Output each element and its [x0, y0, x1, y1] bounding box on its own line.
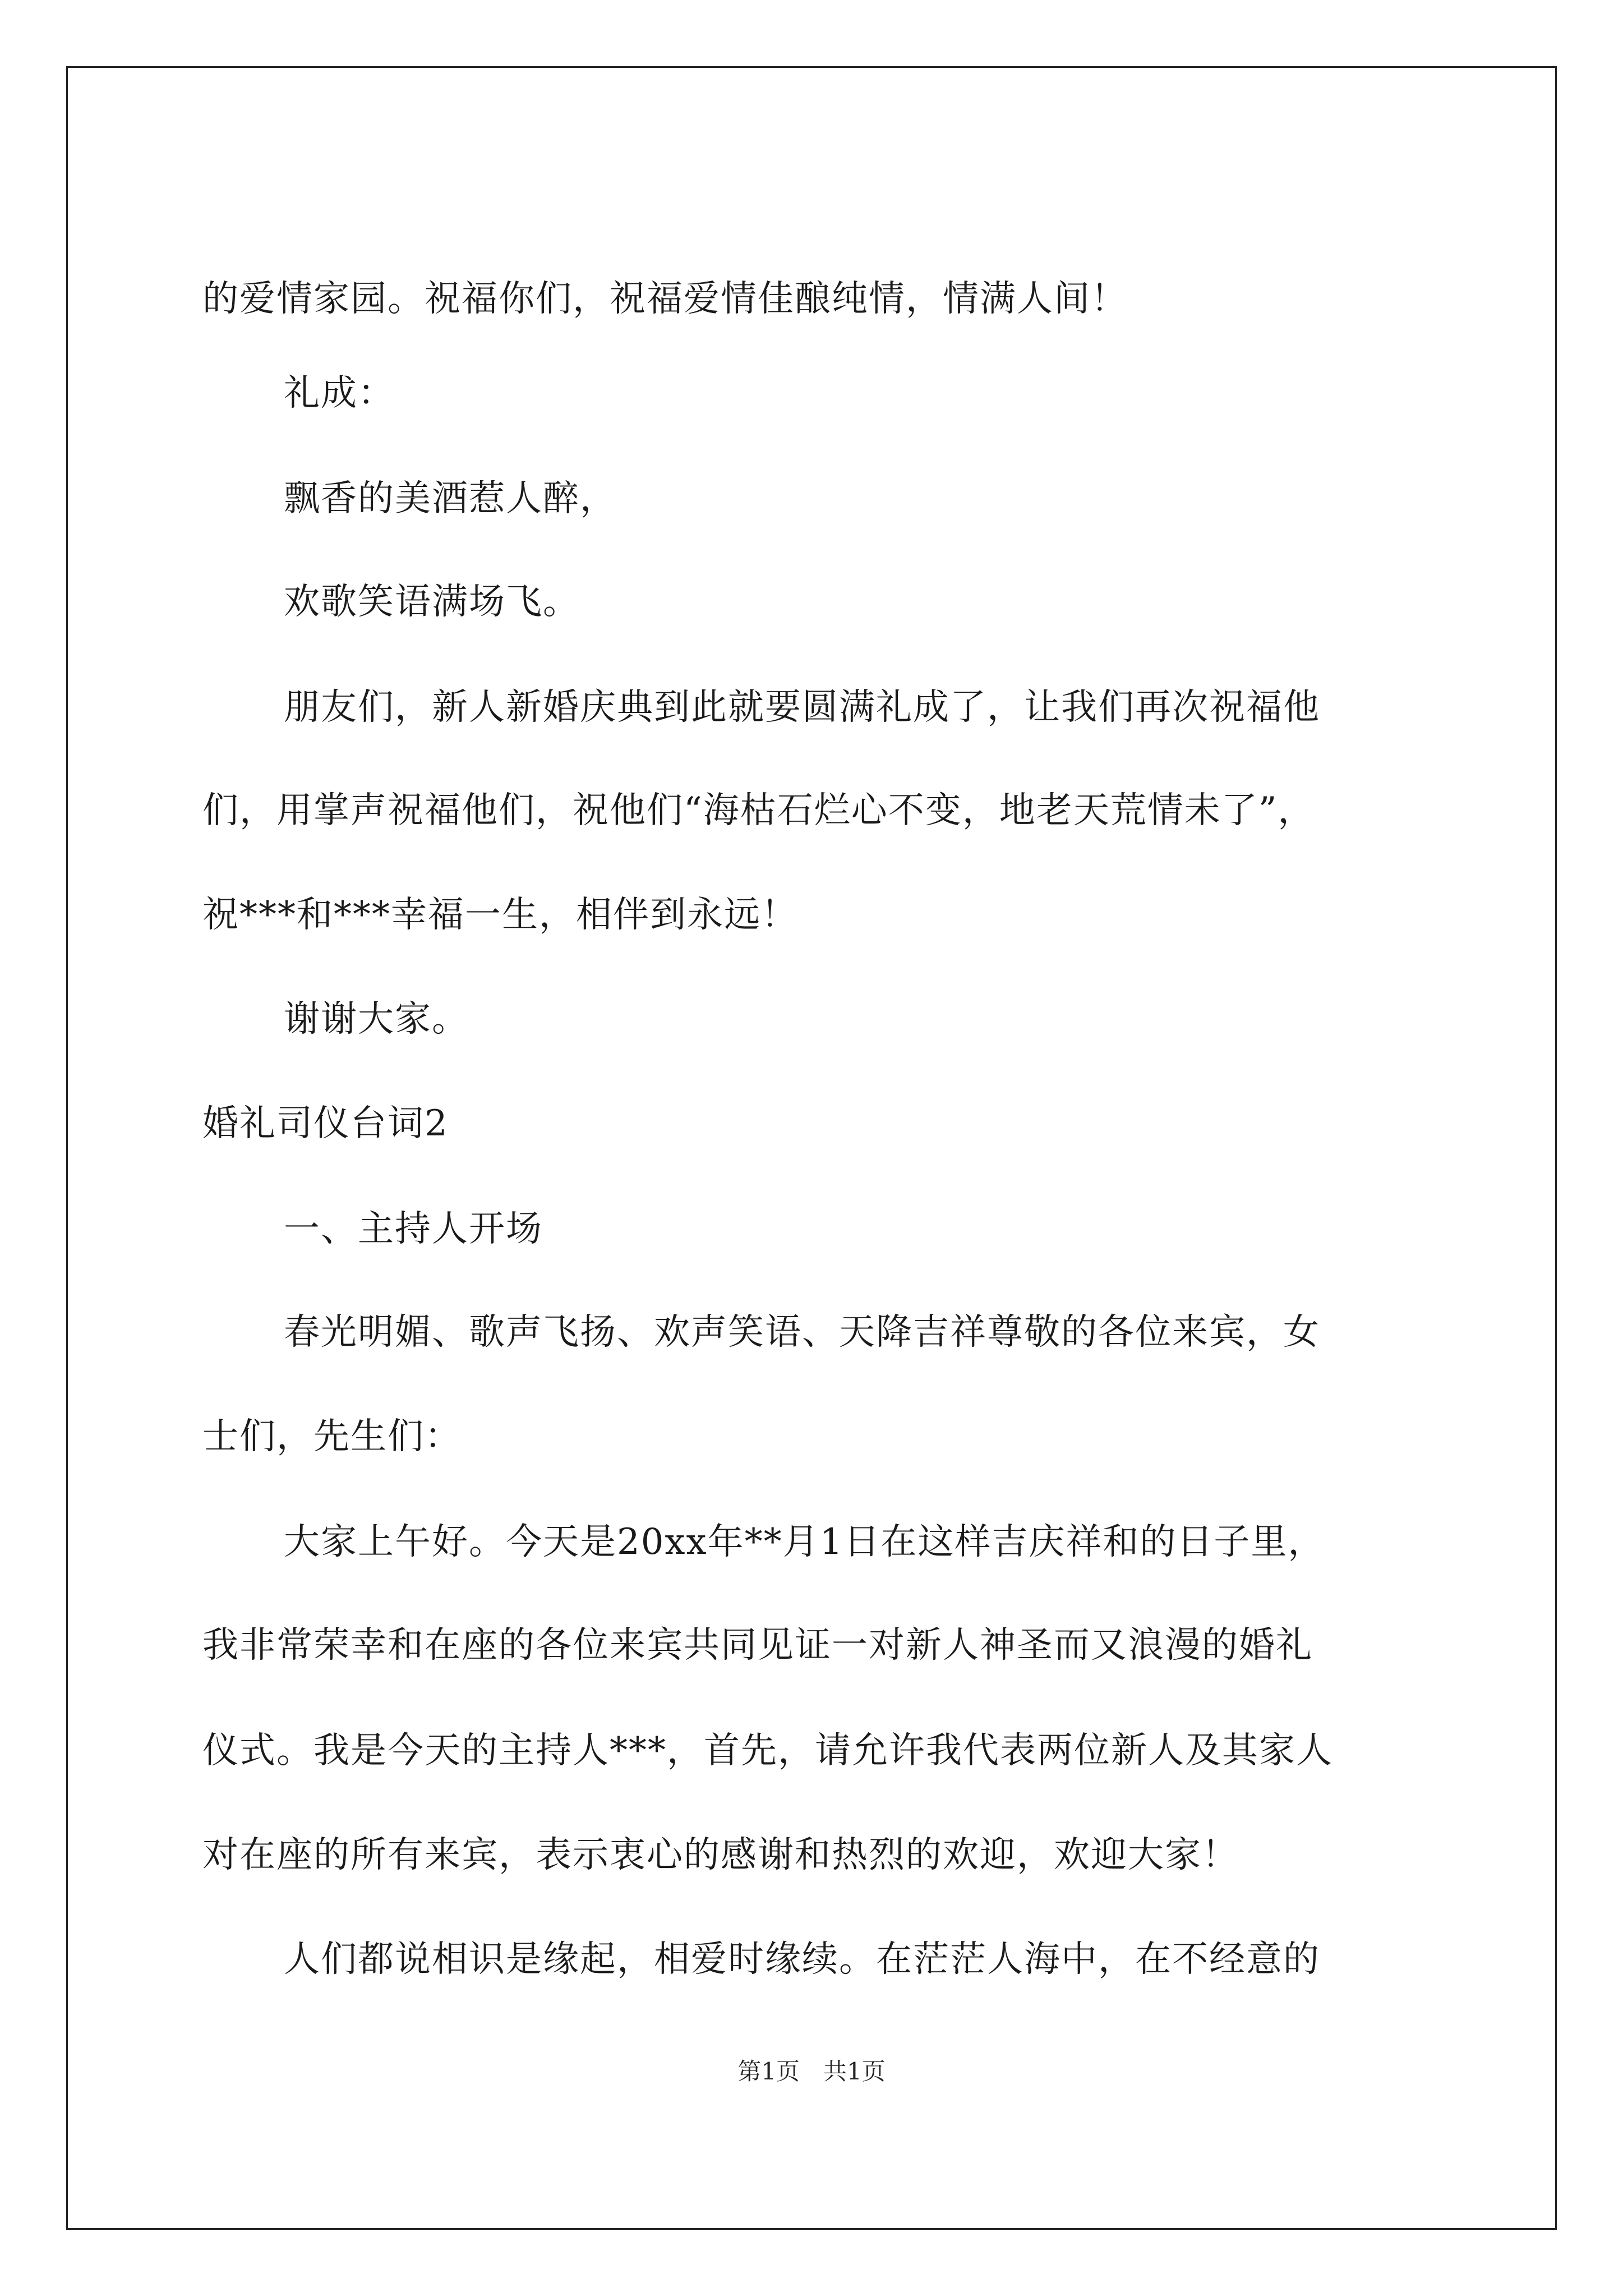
text-line: 一、主持人开场 — [284, 1208, 543, 1250]
text-line: 朋友们，新人新婚庆典到此就要圆满礼成了，让我们再次祝福他 — [284, 687, 1320, 728]
text-line: 春光明媚、歌声飞扬、欢声笑语、天降吉祥尊敬的各位来宾，女 — [284, 1312, 1320, 1353]
page-frame — [66, 66, 1557, 2230]
section-heading: 婚礼司仪台词2 — [202, 1103, 449, 1144]
document-body — [68, 68, 1555, 2228]
text-line: 欢歌笑语满场飞。 — [284, 581, 580, 623]
text-line: 人们都说相识是缘起，相爱时缘续。在茫茫人海中，在不经意的 — [284, 1939, 1320, 1980]
page-number-footer: 第1页 共1页 — [737, 2058, 886, 2085]
text-line: 我非常荣幸和在座的各位来宾共同见证一对新人神圣而又浪漫的婚礼 — [202, 1625, 1313, 1666]
text-line: 们，用掌声祝福他们，祝他们“海枯石烂心不变，地老天荒情未了”， — [202, 790, 1315, 831]
text-line: 大家上午好。今天是20xx年**月1日在这样吉庆祥和的日子里， — [284, 1521, 1325, 1563]
text-line: 礼成： — [284, 372, 395, 414]
text-line: 的爱情家园。祝福你们，祝福爱情佳酿纯情，情满人间！ — [202, 278, 1128, 320]
text-line: 祝***和***幸福一生，相伴到永远！ — [202, 894, 798, 936]
text-line: 仪式。我是今天的主持人***，首先，请允许我代表两位新人及其家人 — [202, 1730, 1333, 1772]
text-line: 士们，先生们： — [202, 1416, 462, 1457]
text-line: 飘香的美酒惹人醉， — [284, 478, 617, 519]
text-line: 谢谢大家。 — [284, 999, 469, 1040]
text-line: 对在座的所有来宾，表示衷心的感谢和热烈的欢迎，欢迎大家！ — [202, 1834, 1239, 1876]
